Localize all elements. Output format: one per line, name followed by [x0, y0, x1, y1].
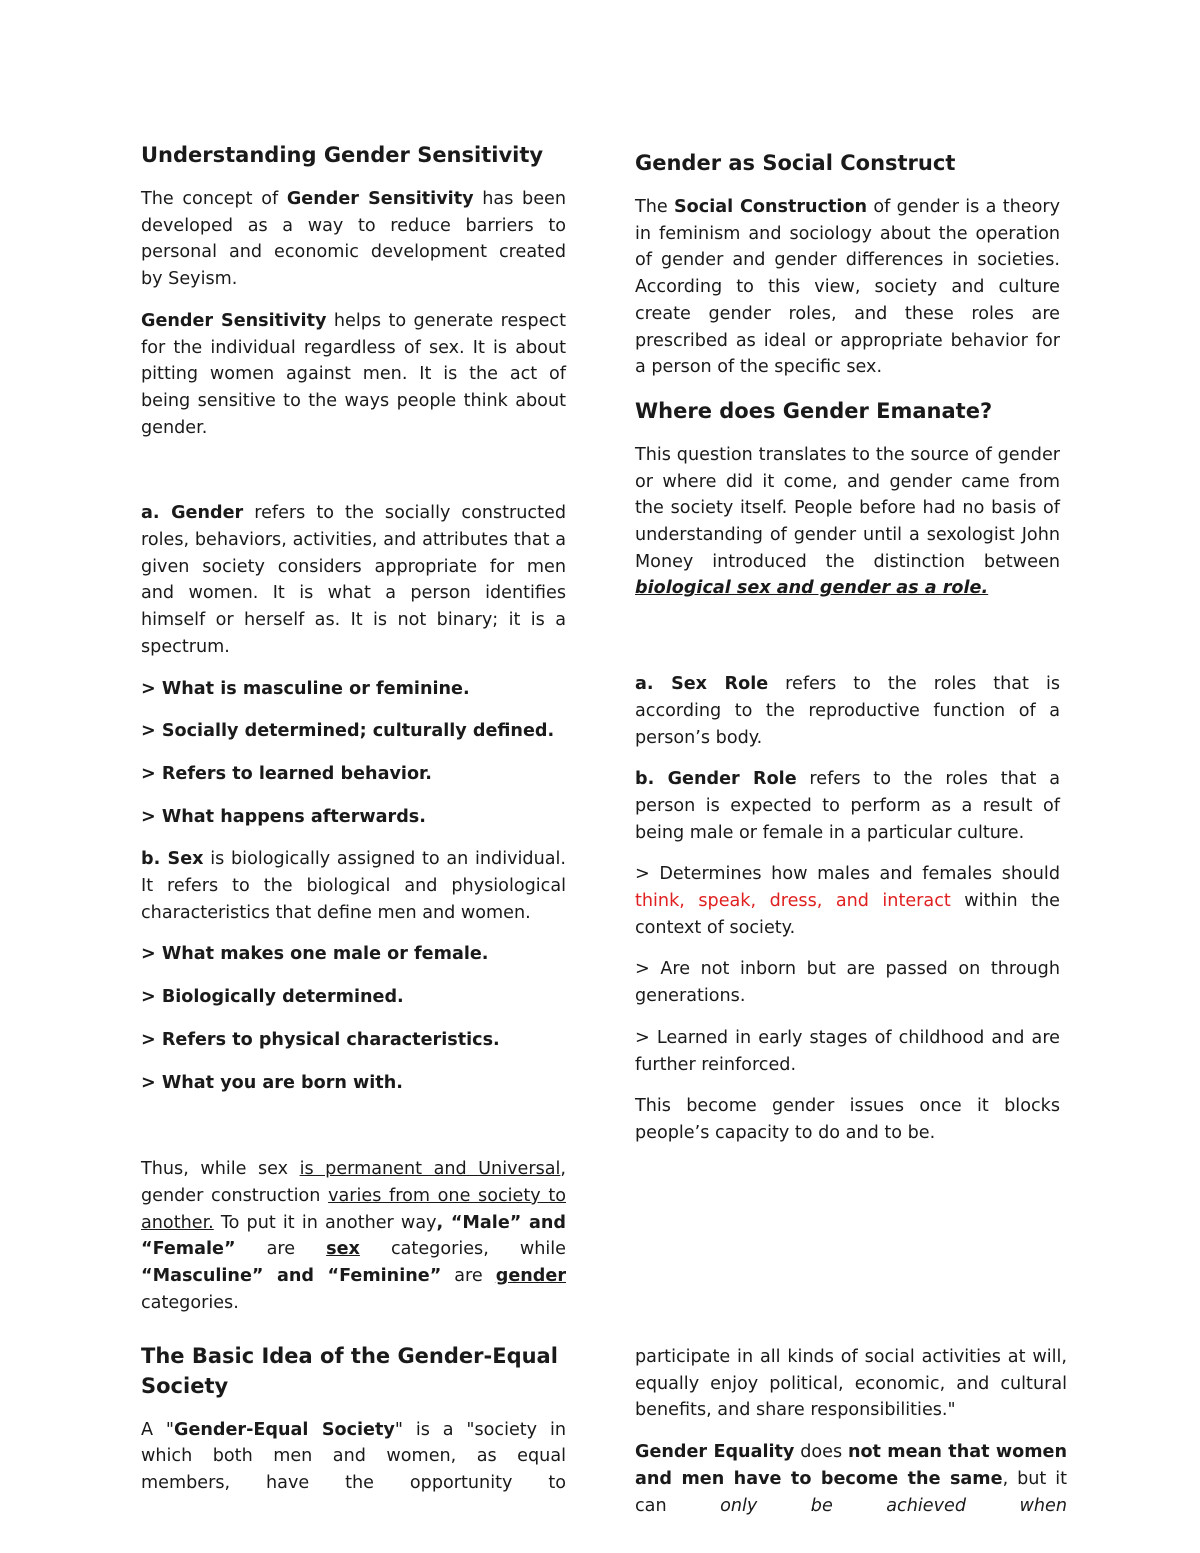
spacer	[635, 617, 1060, 671]
right-column-continued	[635, 1344, 1067, 1535]
bullet-item: > Biologically determined.	[141, 987, 404, 1008]
bullet-item: > What is masculine or feminine.	[141, 678, 470, 699]
definition-gender: a. Gender refers to the socially constructed roles, behaviors, activities, and attributes that a given society considers appropriate for men and women. It is what a person identifies himself or herself as. It is not binary; it is a spectrum.	[141, 503, 566, 657]
definition-gender-role: b. Gender Role refers to the roles that a person is expected to perform as a result of being male or female in a particular culture.	[635, 769, 1060, 843]
section-title-social-construct: Gender as Social Construct	[635, 151, 956, 175]
definition-sex: b. Sex is biologically assigned to an individual. It refers to the biological and physiological characteristics that define men and women.	[141, 849, 566, 923]
paragraph-not-inborn: > Are not inborn but are passed on through generations.	[635, 959, 1060, 1007]
section-title-gender-equal-society: The Basic Idea of the Gender-Equal Society	[141, 1343, 558, 1398]
paragraph-determines: > Determines how males and females should think, speak, dress, and interact within the context of society.	[635, 864, 1060, 938]
paragraph-gender-issues: This become gender issues once it blocks people’s capacity to do and to be.	[635, 1096, 1060, 1143]
bullet-item: > What makes one male or female.	[141, 944, 489, 965]
paragraph-thus: Thus, while sex is permanent and Universal, gender construction varies from one society to another. To put it in another way, “Male” and “Female” are sex categories, while “Masculine” and “Feminine” are gender categories.	[141, 1159, 566, 1313]
bullet-item: > Refers to physical characteristics.	[141, 1029, 500, 1050]
paragraph-gender-equal-society: A "Gender-Equal Society" is a "society in which both men and women, as equal members, have the opportunity to	[141, 1419, 566, 1493]
bullet-item: > What happens afterwards.	[141, 806, 426, 827]
bullet-item: > What you are born with.	[141, 1072, 403, 1093]
paragraph-gender-sensitivity: Gender Sensitivity helps to generate respect for the individual regardless of sex. It is about pitting women against men. It is the act of being sensitive to the ways people think about gender.	[141, 310, 566, 438]
spacer	[141, 456, 566, 500]
paragraph-social-construction: The Social Construction of gender is a theory in feminism and sociology about the operation of gender and gender differences in societies. According to this view, society and culture create gender roles, and these roles are prescribed as ideal or appropriate behavior for a person of the specific sex.	[635, 197, 1060, 378]
section-title-gender-sensitivity: Understanding Gender Sensitivity	[141, 143, 544, 167]
right-column	[635, 148, 1060, 1162]
bullet-item: > Socially determined; culturally defined.	[141, 721, 555, 742]
paragraph-learned: > Learned in early stages of childhood and are further reinforced.	[635, 1027, 1060, 1075]
paragraph-participate: participate in all kinds of social activities at will, equally enjoy political, economic, and cultural benefits, and share responsibilities."	[635, 1347, 1067, 1421]
left-column	[141, 140, 566, 1512]
paragraph-emanate: This question translates to the source of gender or where did it come, and gender came from the society itself. People before had no basis of understanding of gender until a sexologist John Money introduced the distinction between biological sex and gender as a role.	[635, 444, 1060, 599]
section-title-gender-emanate: Where does Gender Emanate?	[635, 398, 993, 423]
paragraph-concept: The concept of Gender Sensitivity has been developed as a way to reduce barriers to personal and economic development created by Seyism.	[141, 189, 566, 290]
definition-sex-role: a. Sex Role refers to the roles that is according to the reproductive function of a person’s body.	[635, 674, 1060, 748]
paragraph-gender-equality: Gender Equality does not mean that women and men have to become the same, but it can only be achieved when	[635, 1442, 1067, 1517]
bullet-item: > Refers to learned behavior.	[141, 763, 432, 784]
spacer	[141, 1112, 566, 1156]
